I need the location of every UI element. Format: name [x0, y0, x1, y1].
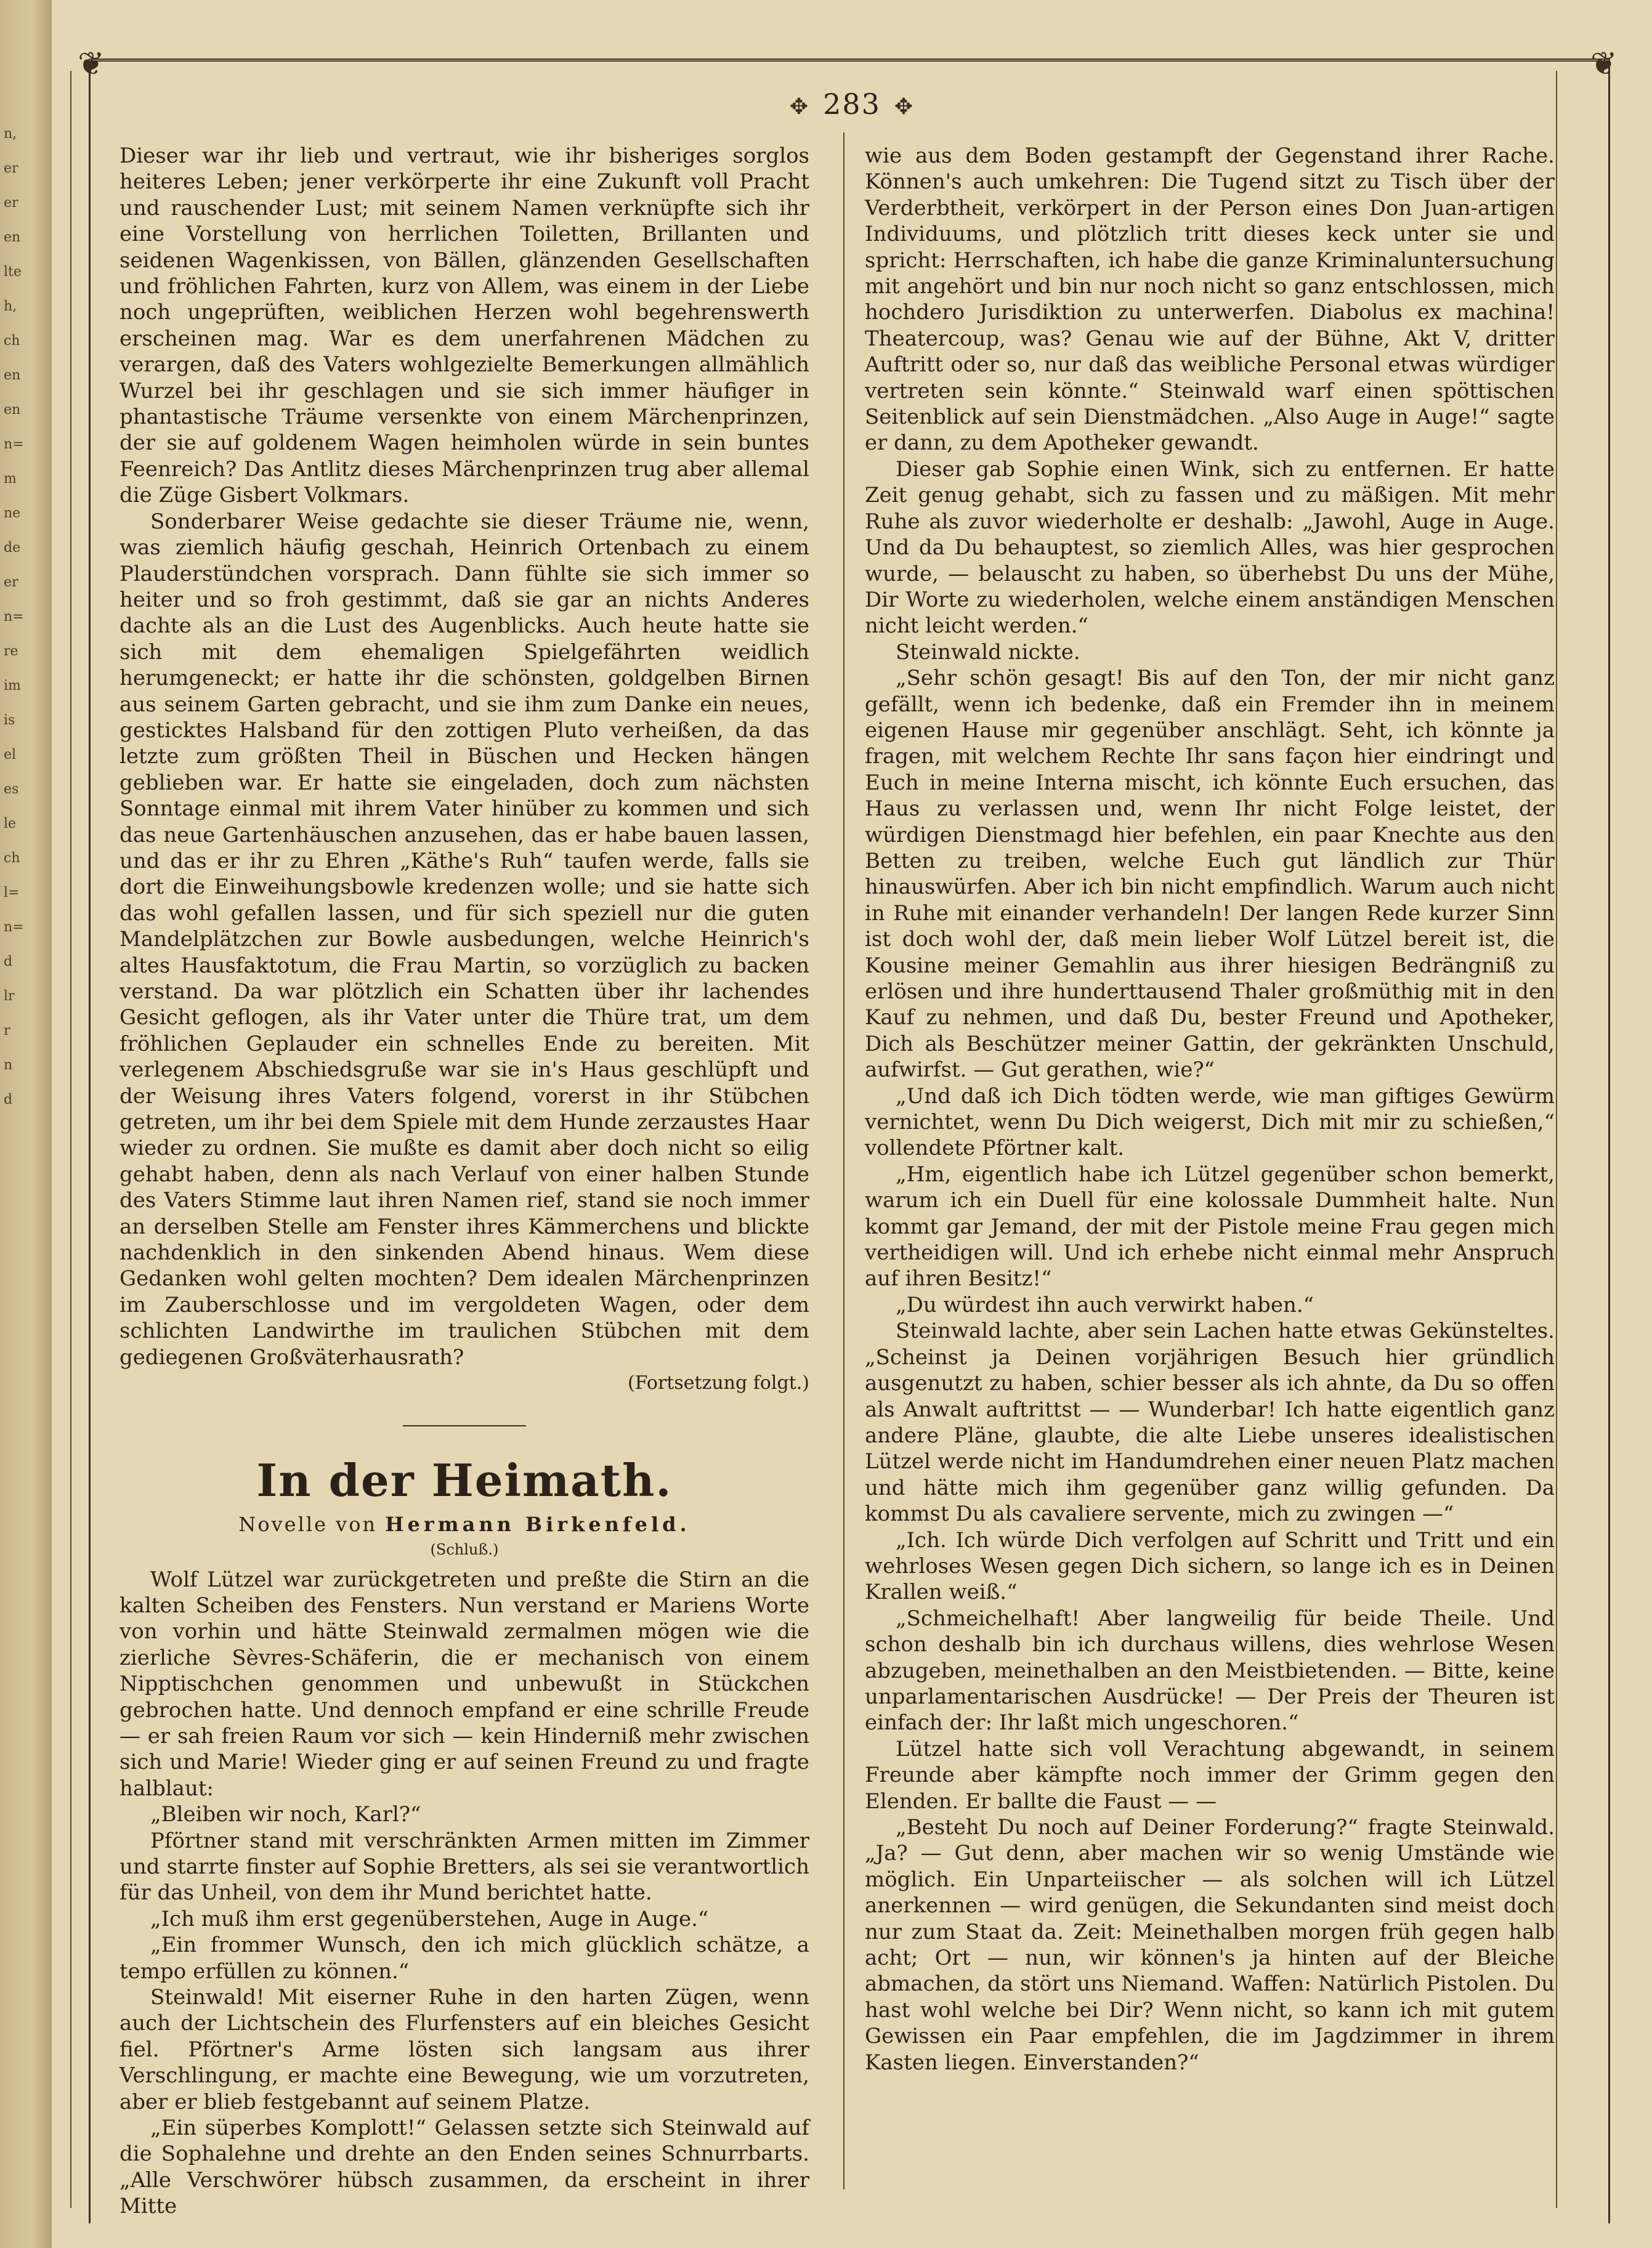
story-paragraph: Wolf Lützel war zurückgetreten und preßte die Stirn an die kalten Scheiben des Fensters. Nun verstand er Mariens Worte von vorhin und hätte Steinwald zermalmen mögen wie die zierliche Sèvres-Schäferin, die er mechanisch von einem Nipptischchen genommen und unbewußt in Stückchen gebrochen hatte. Und dennoch empfand er eine schrille Freude — er sah freien Raum vor sich — kein Hinderniß mehr zwischen sich und Marie! Wieder ging er auf seinen Freund zu und fragte halblaut: [119, 1567, 809, 1801]
story-paragraph: Steinwald! Mit eiserner Ruhe in den harten Zügen, wenn auch der Lichtschein des Flurfensters auf ein bleiches Gesicht fiel. Pförtner's Arme lösten sich langsam aus ihrer Verschlingung, er machte eine Bewegung, wie um vorzutreten, aber er blieb festgebannt auf seinem Platze. [119, 1985, 809, 2114]
page-number: 283 [823, 87, 881, 121]
story-paragraph: „Du würdest ihn auch verwirkt haben.“ [896, 1292, 1314, 1317]
column-divider [843, 132, 844, 2189]
story-paragraph: Dieser gab Sophie einen Wink, sich zu entfernen. Er hatte Zeit genug gehabt, sich zu fassen und zu mäßigen. Mit mehr Ruhe als zuvor wiederholte er deshalb: „Jawohl, Auge in Auge. Und da Du behauptest, so ziemlich Alles, was hier gesprochen wurde, — belauscht zu haben, so überhebst Du uns der Mühe, Dir Worte zu wiederholen, welche einem anständigen Menschen nicht leicht werden.“ [865, 456, 1555, 639]
story-paragraph: „Sehr schön gesagt! Bis auf den Ton, der mir nicht ganz gefällt, wenn ich bedenke, daß ein Fremder ihn in meinem eigenen Hause mir gegenüber anschlägt. Seht, ich könnte ja fragen, mit welchem Rechte Ihr sans façon hier eindringt und Euch in meine Interna mischt, ich könnte Euch ersuchen, das Haus zu verlassen und, wenn Ihr nicht Folge leistet, der würdigen Dienstmagd hier befehlen, ein paar Knechte aus den Betten zu treiben, welche Euch gut ländlich zur Thür hinauswürfen. Aber ich bin nicht empfindlich. Warum auch nicht in Ruhe mit einander verhandeln! Der langen Rede kurzer Sinn ist doch wohl der, daß mein lieber Wolf Lützel bereit ist, die Kousine meiner Gemahlin aus ihrer hiesigen Bedrängniß zu erlösen und ihre hunderttausend Thaler großmüthig mit in den Kauf zu nehmen, und daß Du, bester Freund und Apotheker, Dich als Beschützer meiner Gattin, der gekränkten Unschuld, aufwirfst. — Gut gerathen, wie?“ [865, 666, 1555, 1083]
story-paragraph: Pförtner stand mit verschränkten Armen mitten im Zimmer und starrte finster auf Sophie Bretters, als sei sie verantwortlich für das Unheil, von dem ihr Mund berichtet hatte. [119, 1828, 809, 1906]
story-title: In der Heimath. [256, 1454, 673, 1506]
section-separator [403, 1425, 526, 1426]
story-paragraph: „Ich. Ich würde Dich verfolgen auf Schritt und Tritt und ein wehrloses Wesen gegen Dich sichern, so lange ich es in Deinen Krallen weiß.“ [865, 1527, 1555, 1605]
byline-prefix: Novelle von [238, 1512, 378, 1536]
continuation-note: (Fortsetzung folgt.) [628, 1372, 809, 1394]
story-paragraph: „Besteht Du noch auf Deiner Forderung?“ fragte Steinwald. „Ja? — Gut denn, aber machen wir so wenig Umstände wie möglich. Ein Unparteiischer — als solchen will ich Lützel anerkennen — wird genügen, die Sekundanten sind meist doch nur zum Staat da. Zeit: Meinethalben morgen früh gegen halb acht; Ort — nun, wir können's ja hinten auf der Bleiche abmachen, da stört uns Niemand. Waffen: Natürlich Pistolen. Du hast wohl welche bei Dir? Wenn nicht, so kann ich mit gutem Gewissen ein Paar empfehlen, die im Jagdzimmer in ihrem Kasten liegen. Einverstanden?“ [865, 1815, 1555, 2075]
flourish-left-icon: ✥ [789, 94, 810, 119]
left-column [119, 143, 809, 2220]
previous-page-edge [0, 0, 52, 2248]
story-paragraph: „Ich muß ihm erst gegenüberstehen, Auge in Auge.“ [150, 1906, 709, 1931]
corner-ornament-icon: ❦ [78, 46, 105, 83]
serial-paragraph: Dieser war ihr lieb und vertraut, wie ihr bisheriges sorglos heiteres Leben; jener verkörperte ihr eine Zukunft voll Pracht und rauschender Lust; mit seinem Namen verknüpfte sich ihr eine Vorstellung von herrlichen Toiletten, Brillanten und seidenen Wagenkissen, von Bällen, glänzenden Gesellschaften und fröhlichen Fahrten, kurz von Allem, was einem in der Liebe noch ungeprüften, weiblichen Herzen wohl begehrenswerth erscheinen mag. War es dem unerfahrenen Mädchen zu verargen, daß des Vaters wohlgezielte Bemerkungen allmählich Wurzel bei ihr geschlagen und sie sich immer häufiger in phantastische Träume versenkte von einem Märchenprinzen, der sie auf goldenem Wagen heimholen würde in sein buntes Feenreich? Das Antlitz dieses Märchenprinzen trug aber allemal die Züge Gisbert Volkmars. [119, 144, 809, 508]
story-paragraph: „Hm, eigentlich habe ich Lützel gegenüber schon bemerkt, warum ich ein Duell für eine kolossale Dummheit halte. Nun kommt gar Jemand, der mit der Pistole meine Frau gegen mich vertheidigen will. Und ich erhebe nicht einmal mehr Anspruch auf ihren Besitz!“ [865, 1162, 1555, 1292]
story-paragraph: „Und daß ich Dich tödten werde, wie man giftiges Gewürm vernichtet, wenn Du Dich weigerst, Dich mit mir zu schießen,“ vollendete Pförtner kalt. [865, 1083, 1555, 1161]
margin-fragments: n, er er en lte h, ch en en n= m ne de er n= re im is el es le ch l= n= d lr r n d [4, 126, 24, 1107]
conclusion-marker: (Schluß.) [430, 1540, 499, 1558]
story-paragraph: Steinwald nickte. [896, 639, 1080, 665]
story-paragraph: Lützel hatte sich voll Verachtung abgewandt, in seinem Freunde aber kämpfte noch immer der Grimm gegen den Elenden. Er ballte die Faust — — [865, 1736, 1555, 1814]
flourish-right-icon: ✥ [894, 94, 915, 119]
newspaper-page [52, 0, 1652, 2248]
right-column [865, 143, 1555, 2076]
corner-ornament-icon: ❦ [1590, 46, 1618, 83]
serial-paragraph: Sonderbarer Weise gedachte sie dieser Träume nie, wenn, was ziemlich häufig geschah, Heinrich Ortenbach zu einem Plauderstündchen vorsprach. Dann fühlte sie sich immer so heiter und so froh gestimmt, daß sie gar an nichts Anderes dachte als an die Lust des Augenblicks. Auch heute hatte sie sich mit dem ehemaligen Spielgefährten weidlich herumgeneckt; er hatte ihr die schönsten, goldgelben Birnen aus seinem Garten gebracht, und sie ihm zum Danke ein neues, gesticktes Halsband für den zottigen Pluto verheißen, da das letzte zum größten Theil in Büschen und Hecken hängen geblieben war. Er hatte sie eingeladen, doch zum nächsten Sonntage einmal mit ihrem Vater hinüber zu kommen und sich das neue Gartenhäuschen anzusehen, das er habe bauen lassen, und das er ihr zu Ehren „Käthe's Ruh“ taufen werde, falls sie dort die Einweihungsbowle kredenzen wolle; und sie hatte sich das wohl gefallen lassen, und für sich speziell nur die guten Mandelplätzchen zur Bowle ausbedungen, welche Heinrich's altes Hausfaktotum, die Frau Martin, so vorzüglich zu backen verstand. Da war plötzlich ein Schatten über ihr lachendes Gesicht geflogen, als ihr Vater unter die Thüre trat, um dem fröhlichen Geplauder ein schnelles Ende zu bereiten. Mit verlegenem Abschiedsgruße war sie in's Haus geschlüpft und der Weisung ihres Vaters folgend, vorerst in ihr Stübchen getreten, um ihr bei dem Spiele mit dem Hunde zerzaustes Haar wieder zu ordnen. Sie mußte es damit aber doch nicht so eilig gehabt haben, denn als nach Verlauf von einer halben Stunde des Vaters Stimme laut ihren Namen rief, stand sie noch immer an derselben Stelle am Fenster ihres Kämmerchens und blickte nachdenklich in den sinkenden Abend hinaus. Wem diese Gedanken wohl gelten mochten? Dem idealen Märchenprinzen im Zauberschlosse und im vergoldeten Wagen, oder dem schlichten Landwirthe im traulichen Stübchen mit dem gediegenen Großväterhausrath? [119, 509, 809, 1370]
story-paragraph: wie aus dem Boden gestampft der Gegenstand ihrer Rache. Können's auch umkehren: Die Tugend sitzt zu Tisch über der Verderbtheit, verkörpert in der Person eines Don Juan-artigen Individuums, und plötzlich tritt dieses keck unter sie und spricht: Herrschaften, ich habe die ganze Kriminaluntersuchung mit angehört und bin nur noch nicht so ganz entschlossen, mich hochdero Jurisdiktion zu unterwerfen. Diabolus ex machina! Theatercoup, was? Genau wie auf der Bühne, Akt V, dritter Auftritt oder so, nur daß das weibliche Personal etwas würdiger vertreten sein könnte.“ Steinwald warf einen spöttischen Seitenblick auf sein Dienstmädchen. „Also Auge in Auge!“ sagte er dann, zu dem Apotheker gewandt. [865, 144, 1555, 456]
page-header [52, 87, 1652, 121]
story-paragraph: „Ein süperbes Komplott!“ Gelassen setzte sich Steinwald auf die Sophalehne und drehte an den Enden seines Schnurrbarts. „Alle Verschwörer hübsch zusammen, da erscheint in ihrer Mitte [119, 2116, 809, 2219]
story-paragraph: „Schmeichelhaft! Aber langweilig für beide Theile. Und schon deshalb bin ich durchaus willens, dies wehrlose Wesen abzugeben, meinethalben an den Meistbietenden. — Bitte, keine unparlamentarischen Ausdrücke! — Der Preis der Theuren ist einfach der: Ihr laßt mich ungeschoren.“ [865, 1606, 1555, 1736]
story-paragraph: „Ein frommer Wunsch, den ich mich glücklich schätze, a tempo erfüllen zu können.“ [119, 1933, 809, 1984]
byline-author: Hermann Birkenfeld. [385, 1512, 690, 1536]
story-paragraph: „Bleiben wir noch, Karl?“ [150, 1802, 421, 1827]
story-paragraph: Steinwald lachte, aber sein Lachen hatte etwas Gekünsteltes. „Scheinst ja Deinen vorjährigen Besuch hier gründlich ausgenutzt zu haben, schier besser als ich ahnte, da Du so offen als Anwalt auftrittst — — Wunderbar! Ich hatte eigentlich ganz andere Pläne, glaubte, die alte Liebe unseres idealistischen Lützel werde nicht im Handumdrehen einer neuen Platz machen und hätte mich ihm gegenüber ganz willig gefunden. Da kommst Du als cavaliere servente, mich zu zwingen —“ [865, 1319, 1555, 1527]
story-byline [119, 1511, 809, 1537]
